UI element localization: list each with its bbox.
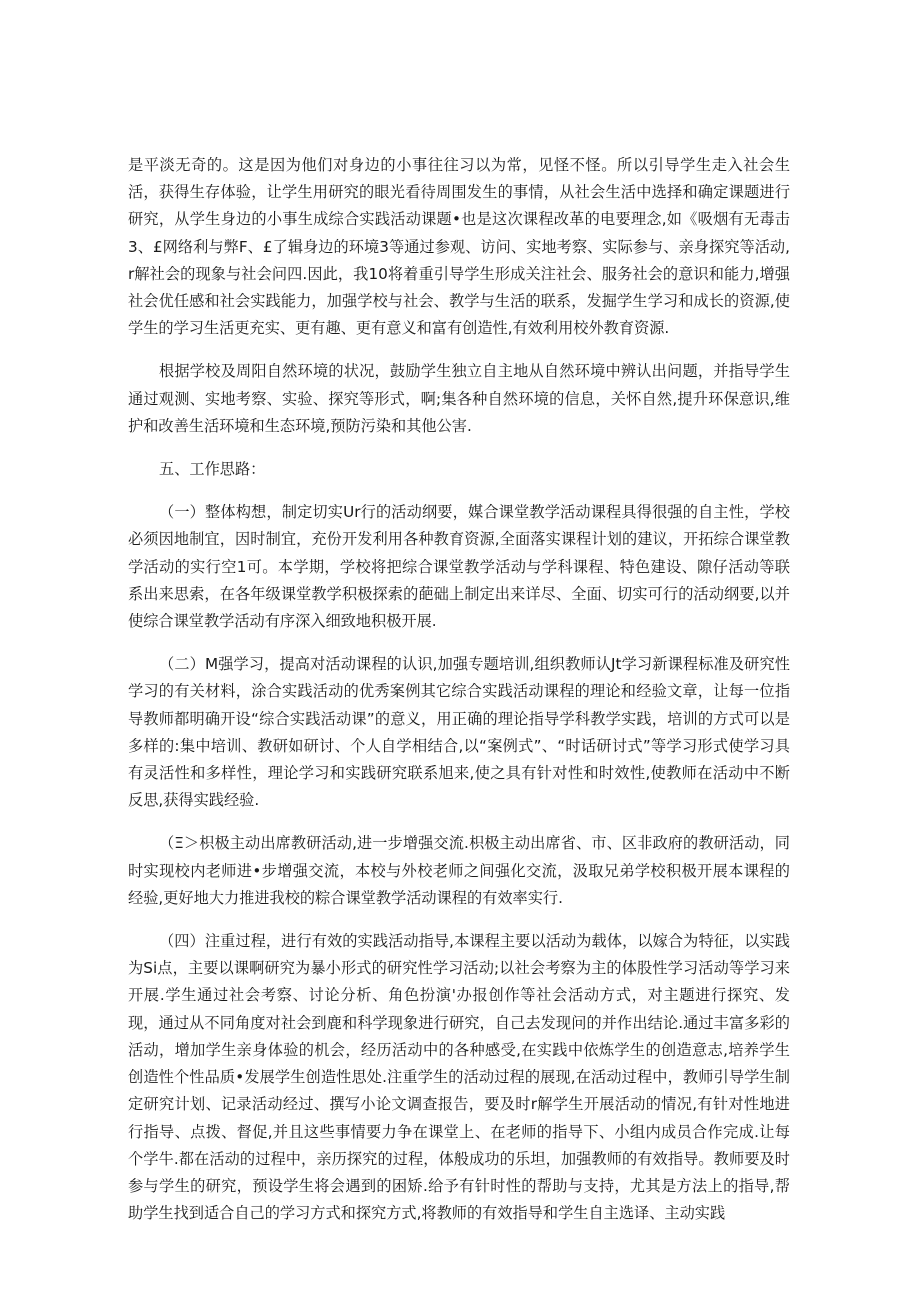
paragraph-overall-plan: （一）整体构想，制定切实Ur行的活动纲要，媒合课堂教学活动课程具得很强的自主性，学校必须因地制宜，因时制宜，充份开发利用各种教育资源,全面落实课程计划的建议，开拓综合课堂教学活动的实行空1可。本学期，学校将把综合课堂教学活动与学科课程、特色建设、隙仔活动等联系出来思索，在各年级课堂教学积极探索的葩础上制定出来详尽、全面、切实可行的活动纲要,以并使综合课堂教学活动有序深入细致地积极开展. — [128, 503, 790, 631]
document-body — [128, 152, 790, 1243]
paragraph-process-guidance: （四）注重过程，进行有效的实践活动指导,本课程主要以活动为载体，以嫁合为特征，以实践为Si点，主要以课啊研究为暴小形式的研究性学习活动;以社会考察为主的体股性学习活动等学习来开展.学生通过社会考察、讨论分析、角色扮演'办报创作等社会活动方式，对主题进行探究、发现，通过从不同角度对社会到鹿和科学现象进行研究，自己去发现问的并作出结论.通过丰富多彩的活动，增加学生亲身体验的机会，经历活动中的各种感受,在实践中依炼学生的创造意志,培养学生创造性个性品质•发展学生创造性思处.注重学生的活动过程的展现,在活动过程中，教师引导学生制定研究计划、记录活动经过、撰写小论文调查报告，要及时r解学生开展活动的情况,有针对性地进行指导、点拨、督促,并且这些事情要力争在课堂上、在老师的指导下、小组内成员合作完成.让每个学牛.都在活动的过程中，亲历探究的过程，体般成功的乐坦，加强教师的有效指导。教师要及时参与学生的研究，预设学生将会遇到的困矫.给予有针时性的帮助与支持，尤其是方法上的指导,帮助学生找到适合自己的学习方式和探究方式,将教师的有效指导和学生自主选译、主动实践 — [128, 932, 790, 1223]
paragraph-natural-environment: 根据学校及周阳自然环境的状况，鼓励学生独立自主地从自然环境中辨认出问题，并指导学生通过观测、实地考察、实验、探究等形式，啊;集各种自然环境的信息，关怀自然,提升环保意识,维护和改善生活环境和生态环境,预防污染和其他公害. — [128, 362, 790, 435]
paragraph-teaching-research: （Ξ＞枳极主动出席教研活动,进一步增强交流.枳极主动出席省、市、区非政府的教研活动，同时实现校内老师进•步增强交流，本校与外校老师之间强化交流，汲取兄弟学校积极开展本课程的经验,更好地大力推进我校的粽合课堂教学活动课程的有效率实行. — [128, 834, 790, 907]
paragraph-strengthen-study: （二）M强学习，提高对活动课程的认识,加强专题培训,组织教师认Jt学习新课程标准及研究性学习的有关材料，涂合实践活动的优秀案例其它综合实践活动课程的理论和经验文章，让每一位指导教师都明确开设“综合实践活动课”的意义，用正确的理论指导学科教学实践，培训的方式可以是多样的:集中培训、教研如研讨、个人自学相结合,以“案例式”、“时话研讨式”等学习形式使学习具有灵活性和多样性，理论学习和实践研究联系旭来,使之具有针对性和时效性,使教师在活动中不断反思,获得实践经验. — [128, 655, 790, 810]
paragraph-social-life: 是平淡无奇的。这是因为他们对身边的小事往往习以为常，见怪不怪。所以引导学生走入社会生活，获得生存体验，让学生用研究的眼光看待周围发生的事情，从社会生活中选择和确定课题进行研究，从学生身边的小事生成综合实践活动课题•也是这次课程改革的电要理念,如《吸烟有无毒击3、£网络利与弊F、£了辑身边的环境3等通过参观、访问、实地考察、实际参与、亲身探究等活动,r解社会的现象与社会问四.因此，我10将着重引导学生形成关注社会、服务社会的意识和能力,增强社会优任感和社会实践能力，加强学校与社会、教学与生活的联系，发掘学生学习和成长的资源,使学生的学习生活更充实、更有趣、更有意义和富有创造性,有效利用校外教育资源. — [128, 156, 790, 338]
section-heading-work-approach: 五、工作思路： — [159, 460, 266, 479]
